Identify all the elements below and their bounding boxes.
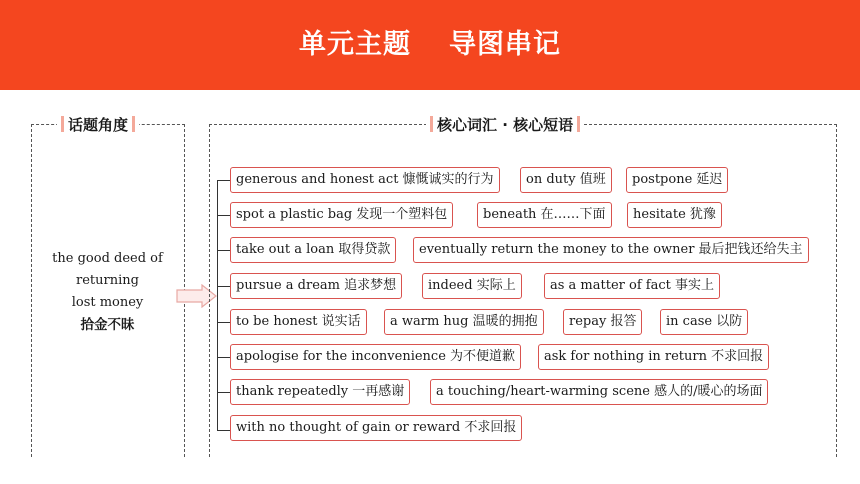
phrase-tag: to be honest 说实话	[230, 309, 367, 335]
phrase-tag: on duty 值班	[520, 167, 612, 193]
phrase-tag: spot a plastic bag 发现一个塑料包	[230, 202, 453, 228]
phrase-tag: a warm hug 温暖的拥抱	[384, 309, 544, 335]
topic-line: lost money	[71, 295, 144, 310]
phrase-tag: repay 报答	[563, 309, 642, 335]
bracket-tick	[217, 180, 231, 181]
phrase-tag: thank repeatedly 一再感谢	[230, 379, 410, 405]
phrase-tag: postpone 延迟	[626, 167, 728, 193]
phrase-tag: as a matter of fact 事实上	[544, 273, 720, 299]
header-banner	[0, 0, 860, 90]
left-panel-title: 话题角度	[57, 113, 139, 135]
phrase-tag: in case 以防	[660, 309, 748, 335]
phrase-tag: a touching/heart-warming scene 感人的/暖心的场面	[430, 379, 768, 405]
bracket-tick	[217, 286, 231, 287]
bracket-tick	[217, 357, 231, 358]
phrase-tag: indeed 实际上	[422, 273, 522, 299]
bracket-tick	[217, 430, 231, 431]
bracket-tick	[217, 215, 231, 216]
topic-line: returning	[76, 273, 139, 288]
bracket-tick	[217, 250, 231, 251]
right-panel-title: 核心词汇 · 核心短语	[426, 113, 584, 135]
topic-line: the good deed of	[52, 251, 163, 266]
title-right: 导图串记	[449, 29, 561, 60]
bracket-tick	[217, 392, 231, 393]
topic-angle-text	[40, 248, 175, 336]
page-title	[0, 22, 860, 61]
phrase-tag: beneath 在……下面	[477, 202, 612, 228]
phrase-tag: apologise for the inconvenience 为不便道歉	[230, 344, 521, 370]
phrase-tag: hesitate 犹豫	[627, 202, 722, 228]
phrase-tag: generous and honest act 慷慨诚实的行为	[230, 167, 500, 193]
title-left: 单元主题	[299, 29, 411, 60]
phrase-tag: ask for nothing in return 不求回报	[538, 344, 769, 370]
topic-chinese: 拾金不昧	[80, 317, 135, 333]
phrase-tag: take out a loan 取得贷款	[230, 237, 396, 263]
phrase-tag: eventually return the money to the owner 最后把钱还给失主	[413, 237, 809, 263]
bracket-tick	[217, 322, 231, 323]
phrase-tag: pursue a dream 追求梦想	[230, 273, 402, 299]
phrase-tag: with no thought of gain or reward 不求回报	[230, 415, 522, 441]
